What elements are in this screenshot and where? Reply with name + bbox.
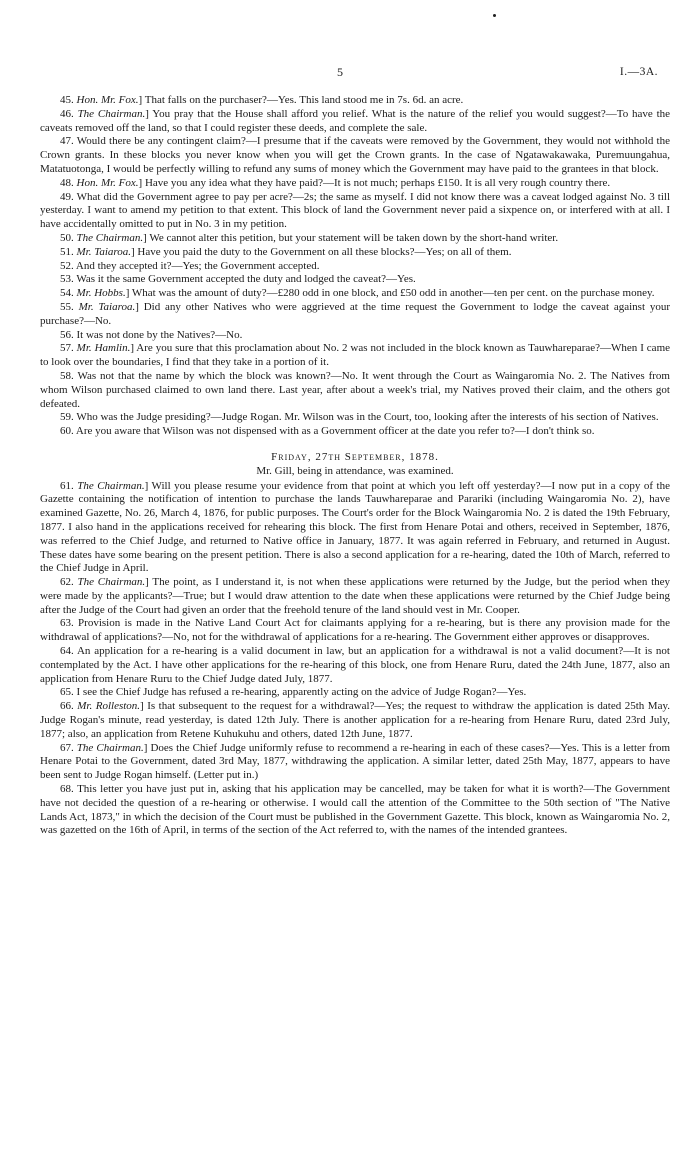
question-paragraph: [40, 246, 670, 260]
question-text: An application for a re-hearing is a valid document in law, but an application for a withdrawal is not a valid document?—It is not contemplated by the Act. I have other applications for the re-hearing of this block, one from Henare Ruru, dated the 24th June, 1877, also an application from Henare Ruru to the Chief Judge dated July, 1877.: [40, 645, 670, 685]
question-number: 64.: [60, 645, 74, 658]
question-number: 55.: [60, 300, 74, 313]
question-number: 48.: [60, 176, 74, 189]
question-paragraph: [40, 342, 670, 370]
question-number: 58.: [60, 369, 74, 382]
speaker-name: Mr. Hobbs.: [76, 287, 126, 300]
testimony-section-1: [40, 94, 670, 439]
page-number: 5: [337, 65, 343, 79]
speaker-name: The Chairman.: [77, 479, 145, 492]
question-paragraph: [40, 370, 670, 411]
question-text: And they accepted it?—Yes; the Government accepted.: [75, 259, 320, 272]
question-text: This letter you have just put in, asking that his application may be cancelled, may be taken for what it is worth?—The Government have not decided the question of a re-hearing or otherwise. I would call the attention of the Committee to the 50th section of "The Native Lands Act, 1873," in which the decision of the Court must be published in the Government Gazette. This block, known as Waingaromia No. 2, was gazetted on the 16th of April, in terms of the section of the Act referred to, with the names of the intended grantees.: [40, 783, 670, 837]
question-paragraph: [40, 260, 670, 274]
question-text: Who was the Judge presiding?—Judge Rogan. Mr. Wilson was in the Court, too, looking after the interests of his section of Natives.: [76, 411, 659, 424]
question-text: Would there be any contingent claim?—I presume that if the caveats were removed by the Government, they would not withhold the Crown grants. In these blocks you never know when you will get the Crown grants. In the case of Ngatawakawaka, Puremuungahua, Matatuotonga, I would be perfectly willing to refund any sums of money which the Government may have paid to the grantees in that block.: [40, 135, 670, 175]
question-text: Was it the same Government accepted the duty and lodged the caveat?—Yes.: [76, 273, 416, 286]
question-number: 57.: [60, 342, 74, 355]
speaker-name: The Chairman.: [76, 231, 144, 244]
question-paragraph: [40, 480, 670, 577]
speaker-name: Mr. Taiaroa.: [76, 245, 132, 258]
document-body: [40, 94, 670, 838]
question-number: 59.: [60, 411, 74, 424]
question-paragraph: [40, 576, 670, 617]
question-paragraph: [40, 425, 670, 439]
testimony-section-2: [40, 480, 670, 839]
question-number: 47.: [60, 135, 74, 148]
question-number: 62.: [60, 576, 74, 589]
question-paragraph: [40, 273, 670, 287]
date-heading: Friday, 27th September, 1878.: [271, 450, 439, 463]
speaker-name: Mr. Rolleston.: [77, 700, 141, 713]
question-text: What did the Government agree to pay per acre?—2s; the same as myself. I did not know there was a caveat lodged against No. 3 till yesterday. I want to amend my petition to that extent. This block of land the Government never paid a sixpence on, or interfered with at all. I have accidentally omitted to put in No. 3 in my petition.: [40, 190, 670, 231]
question-paragraph: [40, 191, 670, 232]
question-number: 65.: [60, 686, 74, 699]
question-number: 45.: [60, 94, 74, 106]
question-paragraph: [40, 742, 670, 783]
question-text: ] Have you paid the duty to the Government on all these blocks?—Yes; on all of them.: [131, 245, 512, 258]
question-text: ] Have you any idea what they have paid?—It is not much; perhaps £150. It is all very rough country there.: [138, 176, 611, 189]
question-text: ] That falls on the purchaser?—Yes. This land stood me in 7s. 6d. an acre.: [138, 94, 464, 106]
question-text: ] The point, as I understand it, is not when these applications were returned by the Judge, but the period when they were made by the applicants?—True; but I would draw attention to the date when these applications were returned by the Chief Judge being after the Judge of the Court had given an order that the freehold tenure of the land should vest in Mr. Cooper.: [40, 576, 671, 616]
speaker-name: Mr. Hamlin.: [76, 342, 131, 355]
question-number: 53.: [60, 273, 74, 286]
question-number: 67.: [60, 741, 74, 754]
question-number: 54.: [60, 287, 74, 300]
question-number: 56.: [60, 328, 74, 341]
question-paragraph: [40, 135, 670, 176]
stray-mark: [493, 14, 496, 17]
question-paragraph: [40, 301, 670, 329]
question-number: 63.: [60, 617, 74, 630]
speaker-name: Hon. Mr. Fox.: [76, 176, 139, 189]
witness-intro: Mr. Gill, being in attendance, was examined.: [256, 464, 454, 477]
question-text: Provision is made in the Native Land Court Act for claimants applying for a re-hearing, but is there any provision made for the withdrawal of applications?—No, not for the withdrawal of applications for a re-hearing. The Government either approves or disapproves.: [40, 617, 671, 644]
question-paragraph: [40, 232, 670, 246]
question-paragraph: [40, 700, 670, 741]
question-text: It was not done by the Natives?—No.: [76, 328, 243, 341]
question-number: 46.: [60, 107, 74, 120]
speaker-name: The Chairman.: [77, 107, 146, 120]
speaker-name: Hon. Mr. Fox.: [76, 94, 139, 106]
question-text: ] You pray that the House shall afford you relief. What is the nature of the relief you would suggest?—To have the caveats removed off the land, so that I could register these deeds, and complete the sale.: [40, 107, 671, 134]
question-text: I see the Chief Judge has refused a re-hearing, apparently acting on the advice of Judge Rogan?—Yes.: [76, 686, 527, 699]
question-number: 60.: [60, 425, 74, 438]
question-number: 52.: [60, 259, 74, 272]
question-number: 49.: [60, 190, 74, 203]
question-number: 61.: [60, 479, 74, 492]
question-paragraph: [40, 645, 670, 686]
question-number: 51.: [60, 245, 74, 258]
speaker-name: Mr. Taiaroa.: [78, 300, 136, 313]
question-text: ] What was the amount of duty?—£280 odd in one block, and £50 odd in another—ten per cent. on the purchase money.: [125, 287, 655, 300]
question-paragraph: [40, 686, 670, 700]
question-text: Was not that the name by which the block was known?—No. It went through the Court as Waingaromia No. 2. The Natives from whom Wilson purchased claimed to own land there. Last year, after about a week's trial, my Natives proved their claim, and the others got defeated.: [40, 369, 670, 410]
question-text: Are you aware that Wilson was not dispensed with as a Government officer at the date you refer to?—I don't think so.: [75, 425, 595, 438]
speaker-name: The Chairman.: [77, 576, 146, 589]
question-text: ] Did any other Natives who were aggrieved at the time request the Government to lodge the caveat against your purchase?—No.: [40, 300, 671, 327]
question-paragraph: [40, 329, 670, 343]
question-number: 66.: [60, 700, 74, 713]
question-text: ] We cannot alter this petition, but your statement will be taken down by the short-hand writer.: [143, 231, 559, 244]
question-paragraph: [40, 287, 670, 301]
question-paragraph: [40, 108, 670, 136]
question-paragraph: [40, 617, 670, 645]
question-text: ] Does the Chief Judge uniformly refuse to recommend a re-hearing in each of these cases?—Yes. This is a letter from Henare Potai to the Government, dated 3rd May, 1877, withdrawing the application. A similar letter, dated 25th May, 1877, appears to have been sent to Judge Rogan himself. (Letter put in.): [40, 741, 670, 782]
question-paragraph: [40, 94, 670, 108]
paper-reference: I.—3A.: [619, 66, 658, 78]
question-text: ] Will you please resume your evidence from that point at which you left off yesterday?—I now put in a copy of the Gazette containing the notification of intention to purchase the lands Tauwhareparae and Parariki (including Waingaromia No. 2), have examined Gazette, No. 26, March 4, 1876, for public purposes. The Court's order for the Block Waingaromia No. 2 is dated the 19th February, 1877. I also hand in the applications received for rehearing this block. The first from Henare Potai and others, received in September, 1876, was referred to the Chief Judge, and returned to Native office in January, 1877. It was again referred in February, and returned in August. These dates have some bearing on the present petition. There is also a second application for a re-hearing, dated the 10th of March, referred to the Chief Judge in April.: [40, 479, 670, 575]
question-paragraph: [40, 411, 670, 425]
question-text: ] Is that subsequent to the request for a withdrawal?—Yes; the request to withdraw the application is dated 25th May. Judge Rogan's minute, read yesterday, is dated 12th July. There is another application for a re-hearing from Henare Ruru, dated 23rd July, 1877; also, an application from Retene Kuhukuhu and others, dated 12th June, 1877.: [40, 700, 670, 740]
question-number: 68.: [60, 783, 74, 796]
question-text: ] Are you sure that this proclamation about No. 2 was not included in the block known as Tauwhareparae?—When I came to look over the boundaries, I find that they take in a portion of it.: [40, 342, 671, 369]
question-number: 50.: [60, 231, 74, 244]
question-paragraph: [40, 177, 670, 191]
question-paragraph: [40, 783, 670, 838]
speaker-name: The Chairman.: [76, 741, 144, 754]
